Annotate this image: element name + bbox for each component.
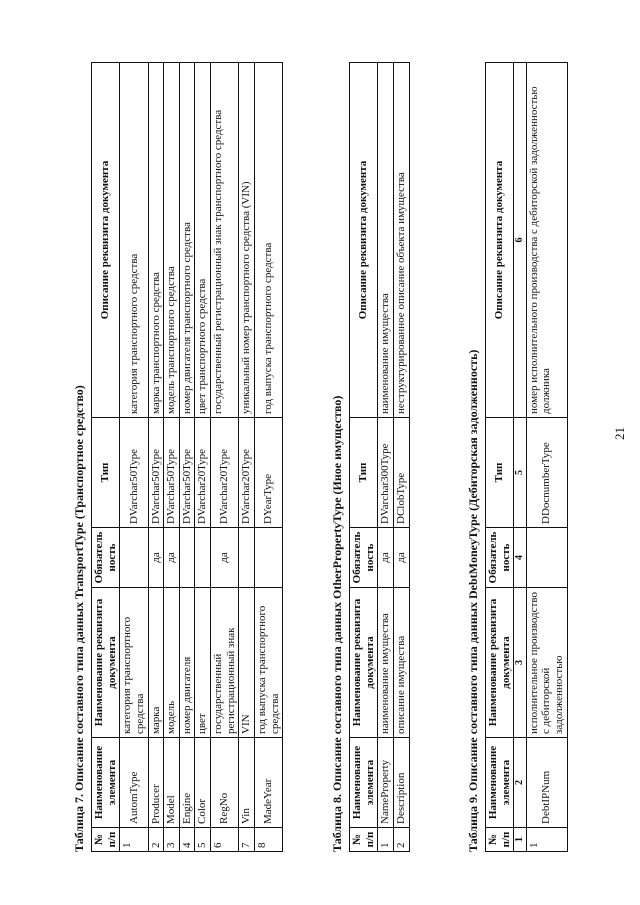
cell-element: Vin [239,738,255,828]
col-header: Наименование реквизита документа [486,588,514,738]
cell-name: цвет [195,588,211,738]
table9 [485,62,568,852]
table-row [195,63,211,852]
cell-element: MadeYear [255,738,283,828]
cell-type: DVarchar50Type [164,418,180,528]
cell-element: Color [195,738,211,828]
col-header: Наименование реквизита документа [92,588,120,738]
cell-description: категория транспортного средства [120,63,148,418]
cell-name: марка [148,588,164,738]
col-header: Наименование элемента [350,738,378,828]
cell-element: NameProperty [378,738,394,828]
cell-element: RegNo [211,738,239,828]
table-row [179,63,195,852]
col-number: 2 [514,738,527,828]
cell-type: DDocnumberType [526,418,567,528]
table8-caption: Таблица 8. Описание составного типа данных OtherPropertyType (Иное имущество) [330,395,344,852]
cell-element: Producer [148,738,164,828]
cell-name: описание имущества [393,588,409,738]
col-header: Наименование элемента [92,738,120,828]
table9-caption: Таблица 9. Описание составного типа данных DebtMoneyType (Дебиторская задолженность) [466,349,480,852]
cell-description: номер двигателя транспортного средства [179,63,195,418]
cell-number: 1 [526,828,567,852]
cell-name: государственный регистрационный знак [211,588,239,738]
cell-type: DVarchar20Type [239,418,255,528]
col-header: Описание реквизита документа [486,63,514,418]
table-row [393,63,409,852]
cell-required [255,528,283,588]
cell-number: 1 [120,828,148,852]
col-number: 1 [514,828,527,852]
table-row [148,63,164,852]
cell-required: да [148,528,164,588]
cell-number: 4 [179,828,195,852]
col-header: Наименование реквизита документа [350,588,378,738]
table8 [349,62,410,852]
cell-required [239,528,255,588]
col-header: № п/п [486,828,514,852]
col-header: Обязатель ность [350,528,378,588]
col-header: № п/п [350,828,378,852]
cell-name: исполнительное производство с дебиторской задолженностью [526,588,567,738]
table-header-row [486,63,514,852]
col-number: 5 [514,418,527,528]
cell-description: номер исполнительного производства с дебиторской задолженностью должника [526,63,567,418]
col-header: Тип [486,418,514,528]
cell-description: государственный регистрационный знак транспортного средства [211,63,239,418]
table-row [255,63,283,852]
cell-type: DVarchar20Type [211,418,239,528]
cell-element: Description [393,738,409,828]
cell-required: да [378,528,394,588]
cell-required: да [211,528,239,588]
col-header: Описание реквизита документа [350,63,378,418]
table-row [378,63,394,852]
table-row [239,63,255,852]
cell-number: 8 [255,828,283,852]
cell-name: модель [164,588,180,738]
page-number: 21 [612,427,627,440]
cell-name: VIN [239,588,255,738]
cell-required [120,528,148,588]
table7 [91,62,283,852]
cell-name: категория транспортного средства [120,588,148,738]
table-header-row [92,63,120,852]
cell-required [179,528,195,588]
cell-description: цвет транспортного средства [195,63,211,418]
table-row [164,63,180,852]
cell-number: 5 [195,828,211,852]
cell-description: наименование имущества [378,63,394,418]
col-number: 3 [514,588,527,738]
cell-type: DClobType [393,418,409,528]
cell-name: год выпуска транспортного средства [255,588,283,738]
cell-number: 2 [393,828,409,852]
column-number-row [514,63,527,852]
col-header: Тип [350,418,378,528]
col-header: № п/п [92,828,120,852]
table9-block [466,62,568,852]
cell-type: DVarchar300Type [378,418,394,528]
col-header: Обязатель ность [486,528,514,588]
col-header: Наименование элемента [486,738,514,828]
table-row [120,63,148,852]
col-number: 4 [514,528,527,588]
cell-name: наименование имущества [378,588,394,738]
cell-element: AutomType [120,738,148,828]
cell-required: да [393,528,409,588]
table-row [211,63,239,852]
cell-name: номер двигателя [179,588,195,738]
cell-type: DYearType [255,418,283,528]
col-header: Тип [92,418,120,528]
cell-number: 3 [164,828,180,852]
cell-description: уникальный номер транспортного средства (VIN) [239,63,255,418]
col-number: 6 [514,63,527,418]
cell-description: год выпуска транспортного средства [255,63,283,418]
cell-number: 2 [148,828,164,852]
cell-element: Model [164,738,180,828]
cell-element: Engine [179,738,195,828]
table7-block [72,62,283,852]
cell-required: да [164,528,180,588]
cell-required [526,528,567,588]
table-header-row [350,63,378,852]
cell-type: DVarchar50Type [179,418,195,528]
cell-number: 6 [211,828,239,852]
col-header: Описание реквизита документа [92,63,120,418]
cell-description: модель транспортного средства [164,63,180,418]
cell-required [195,528,211,588]
cell-element: DebtIPNum [526,738,567,828]
cell-description: марка транспортного средства [148,63,164,418]
cell-number: 7 [239,828,255,852]
cell-type: DVarchar50Type [148,418,164,528]
cell-type: DVarchar50Type [120,418,148,528]
table-row [526,63,567,852]
cell-type: DVarchar20Type [195,418,211,528]
cell-number: 1 [378,828,394,852]
table8-block [330,62,410,852]
col-header: Обязатель ность [92,528,120,588]
table7-caption: Таблица 7. Описание составного типа данных TransportType (Транспортное средство) [72,385,86,852]
cell-description: неструктурированное описание объекта имущества [393,63,409,418]
